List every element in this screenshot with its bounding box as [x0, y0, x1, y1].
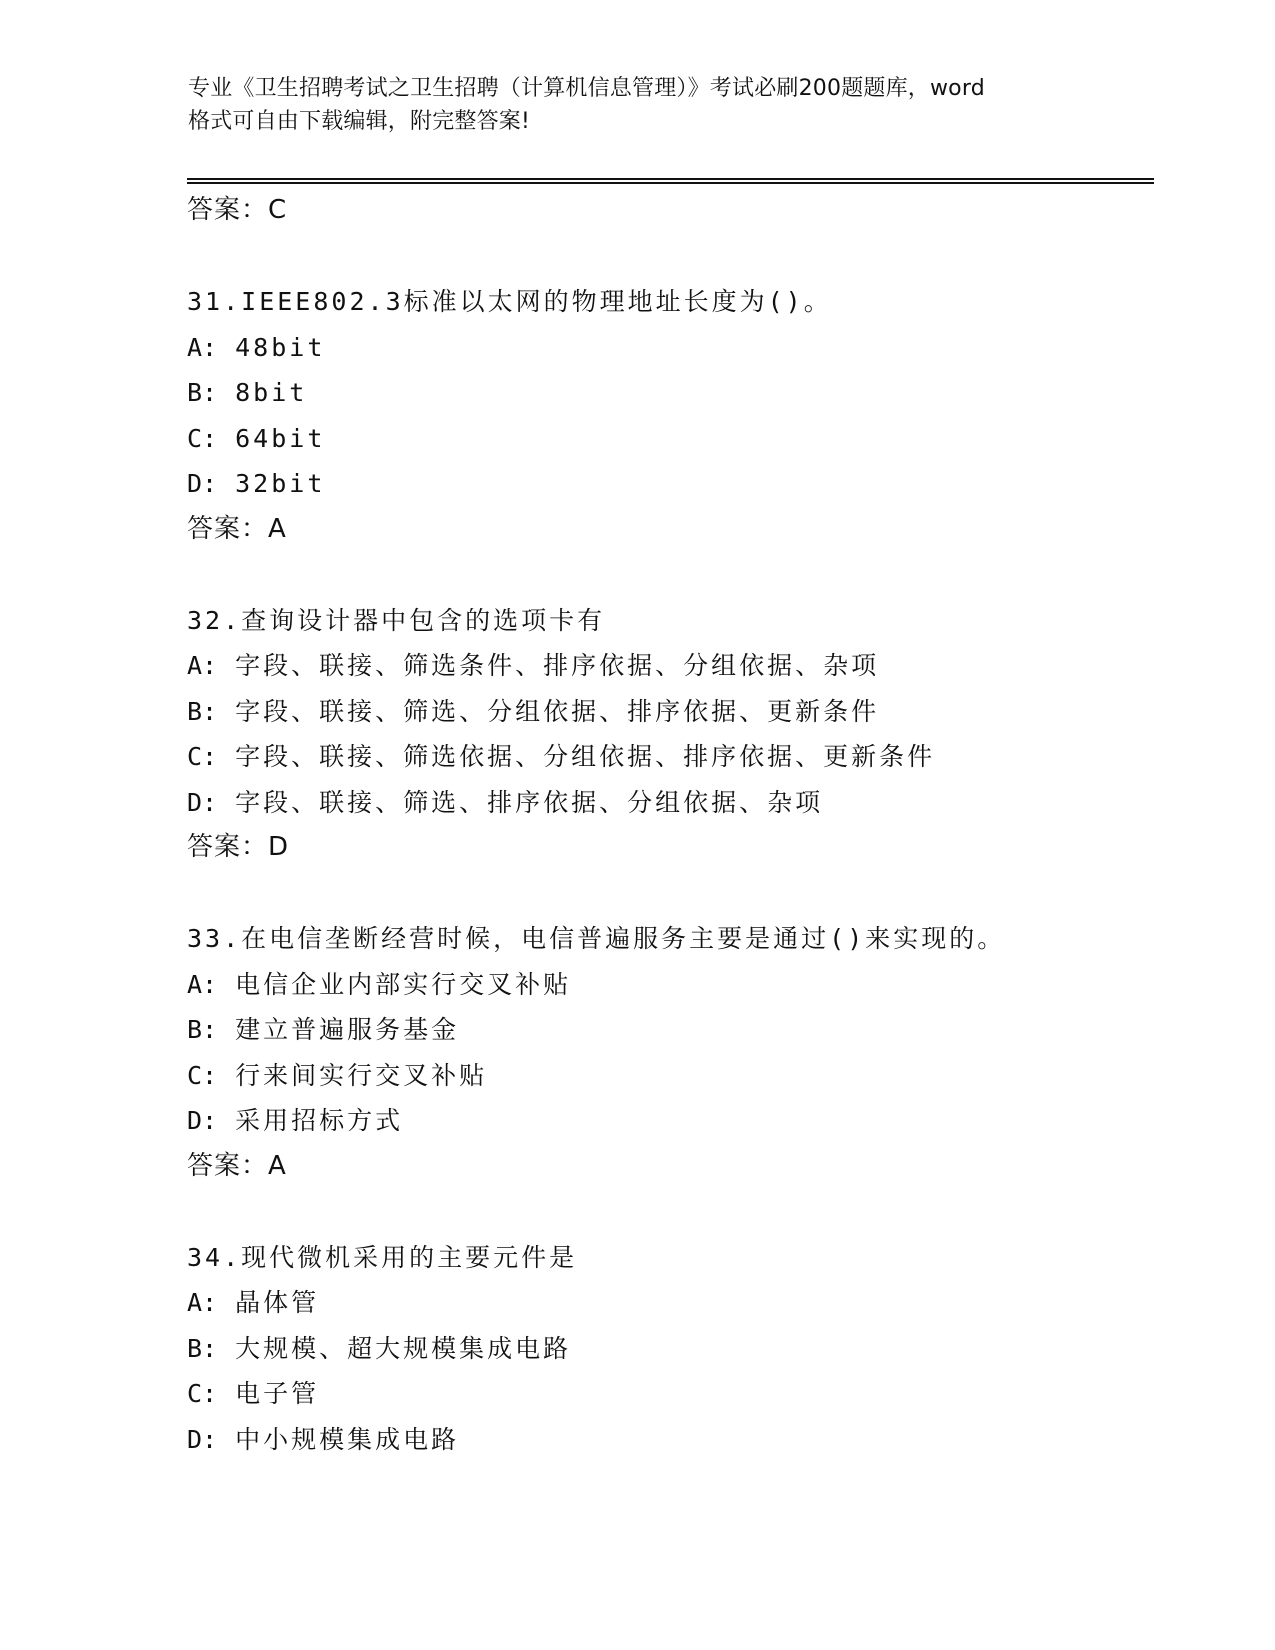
option-text: 电子管: [235, 1379, 320, 1408]
option-text: 48bit: [235, 332, 326, 362]
header-title-line-2: 格式可自由下载编辑，附完整答案!: [188, 109, 531, 134]
question-stem: 34.现代微机采用的主要元件是: [187, 1242, 578, 1272]
header-divider-top: [187, 178, 1154, 180]
option-text: 字段、联接、筛选、排序依据、分组依据、杂项: [235, 787, 824, 817]
option-text: 行来间实行交叉补贴: [235, 1060, 488, 1090]
question-34: [187, 1235, 1167, 1463]
header-title-line-1: 专业《卫生招聘考试之卫生招聘（计算机信息管理）》考试必刷200题题库，word: [188, 76, 985, 101]
option-text: 32bit: [235, 469, 326, 498]
option-text: 字段、联接、筛选、分组依据、排序依据、更新条件: [235, 696, 880, 726]
option-d: [187, 1417, 1167, 1463]
option-text: 晶体管: [235, 1288, 320, 1317]
answer-line: [187, 188, 1167, 233]
option-letter: B:: [187, 378, 218, 407]
spacer: [187, 1189, 1167, 1235]
answer-label: 答案：: [187, 195, 269, 225]
answer-value: A: [268, 1150, 286, 1181]
option-d: [187, 1098, 1167, 1144]
option-text: 采用招标方式: [235, 1106, 404, 1135]
option-letter: A:: [187, 969, 218, 999]
option-letter: B:: [187, 1333, 218, 1363]
option-letter: C:: [187, 423, 218, 453]
option-text: 字段、联接、筛选依据、分组依据、排序依据、更新条件: [235, 742, 936, 771]
header-divider-bottom: [187, 182, 1154, 184]
spacer: [187, 552, 1167, 598]
option-c: [187, 1371, 1167, 1417]
option-letter: B:: [187, 1015, 218, 1044]
document-header: [188, 72, 1128, 138]
option-c: [187, 1053, 1167, 1099]
answer-label: 答案：: [187, 1150, 269, 1181]
question-32: [187, 598, 1167, 871]
option-letter: A:: [187, 332, 218, 362]
option-letter: D:: [187, 1424, 218, 1454]
answer-value: A: [268, 513, 286, 544]
option-letter: D:: [187, 787, 218, 817]
option-text: 字段、联接、筛选条件、排序依据、分组依据、杂项: [235, 651, 880, 680]
option-text: 中小规模集成电路: [235, 1424, 460, 1454]
option-d: [187, 461, 1167, 507]
option-a: [187, 325, 1167, 371]
option-letter: A:: [187, 1288, 218, 1317]
answer-label: 答案：: [187, 832, 269, 862]
option-letter: C:: [187, 1379, 218, 1408]
question-list: [187, 188, 1167, 1462]
option-a: [187, 962, 1167, 1008]
question-stem: 31.IEEE802.3标准以太网的物理地址长度为()。: [187, 287, 832, 316]
option-c: [187, 416, 1167, 462]
option-letter: D:: [187, 1106, 218, 1135]
answer-value: C: [268, 195, 287, 225]
option-text: 电信企业内部实行交叉补贴: [235, 969, 572, 999]
answer-line: [187, 825, 1167, 870]
question-33: [187, 916, 1167, 1189]
option-text: 8bit: [235, 378, 308, 407]
option-letter: B:: [187, 696, 218, 726]
option-b: [187, 689, 1167, 735]
answer-label: 答案：: [187, 513, 269, 544]
answer-line: [187, 1144, 1167, 1189]
question-stem: 33.在电信垄断经营时候，电信普遍服务主要是通过()来实现的。: [187, 924, 1006, 953]
answer-value: D: [268, 832, 289, 862]
option-d: [187, 780, 1167, 826]
option-text: 大规模、超大规模集成电路: [235, 1333, 572, 1363]
option-a: [187, 1280, 1167, 1326]
option-letter: C:: [187, 1060, 218, 1090]
option-letter: A:: [187, 651, 218, 680]
option-c: [187, 734, 1167, 780]
spacer: [187, 870, 1167, 916]
option-b: [187, 1007, 1167, 1053]
spacer: [187, 233, 1167, 279]
option-letter: D:: [187, 469, 218, 498]
option-b: [187, 370, 1167, 416]
option-letter: C:: [187, 742, 218, 771]
option-text: 建立普遍服务基金: [235, 1015, 460, 1044]
answer-line: [187, 507, 1167, 552]
option-text: 64bit: [235, 423, 326, 453]
question-31: [187, 279, 1167, 552]
option-a: [187, 643, 1167, 689]
question-stem: 32.查询设计器中包含的选项卡有: [187, 605, 606, 635]
option-b: [187, 1326, 1167, 1372]
